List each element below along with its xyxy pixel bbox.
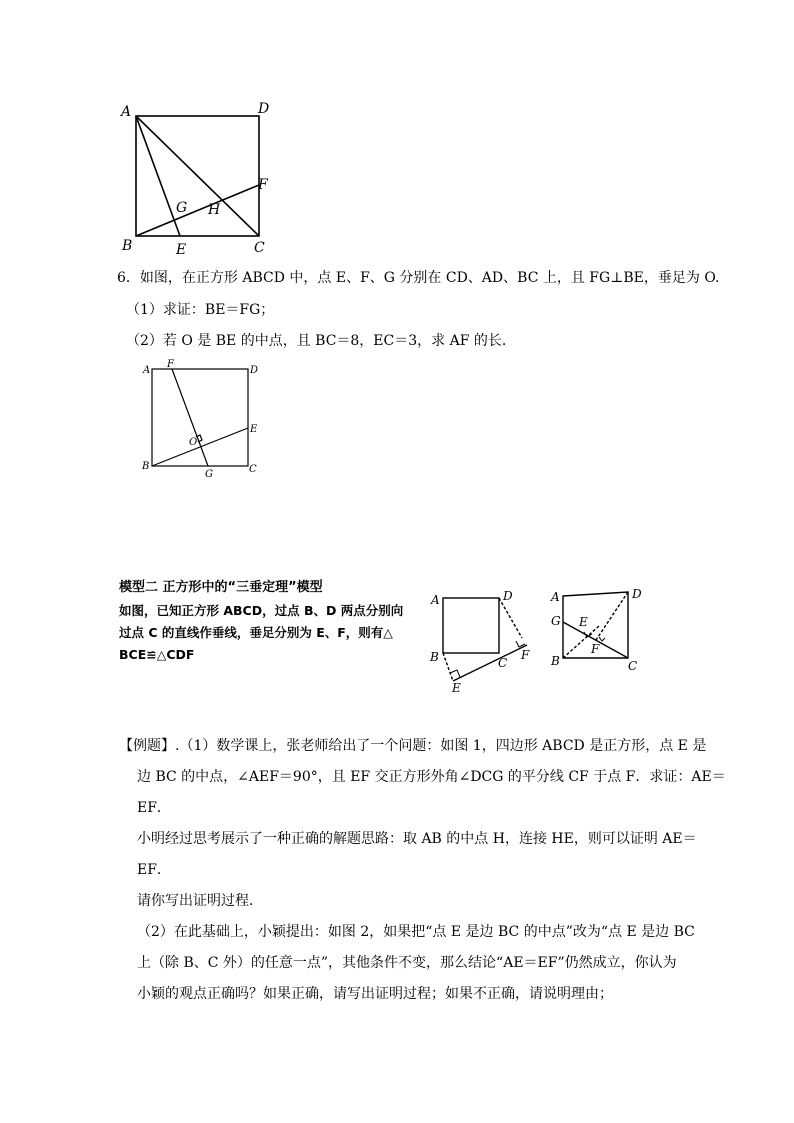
example-line2: 边 BC 的中点，∠AEF＝90°，且 EF 交正方形外角∠DCG 的平分线 CF 于点 F．求证：AE＝ xyxy=(137,769,726,785)
label-F: F xyxy=(591,642,600,656)
label-B: B xyxy=(142,461,150,472)
label-D: D xyxy=(258,101,270,117)
problem6-question2: （2）若 O 是 BE 的中点，且 BC＝8，EC＝3，求 AF 的长. xyxy=(126,333,507,349)
label-F: F xyxy=(258,177,268,193)
model2-title: 模型二 正方形中的“三垂定理”模型 xyxy=(119,580,323,595)
problem6-question1: （1）求证：BE＝FG； xyxy=(126,302,275,318)
example-line8: 上（除 B、C 外）的任意一点”，其他条件不变，那么结论“AE＝EF”仍然成立，你认为 xyxy=(137,955,677,971)
label-G: G xyxy=(176,200,188,216)
example-line9: 小颖的观点正确吗？如果正确，请写出证明过程；如果不正确，请说明理由； xyxy=(137,986,613,1002)
example-line3: EF． xyxy=(137,800,171,816)
label-F: F xyxy=(521,648,530,662)
label-B: B xyxy=(430,650,439,664)
label-A: A xyxy=(551,590,560,604)
label-A: A xyxy=(431,593,440,607)
label-E: E xyxy=(452,681,461,695)
label-E: E xyxy=(176,242,187,258)
example-line7: （2）在此基础上，小颖提出：如图 2，如果把“点 E 是边 BC 的中点”改为“点 E 是边 BC xyxy=(137,924,695,940)
label-C: C xyxy=(249,464,257,475)
label-A: A xyxy=(121,104,132,120)
label-H: H xyxy=(208,202,221,218)
model2-line1: 如图，已知正方形 ABCD，过点 B、D 两点分别向 xyxy=(119,603,404,618)
model2-line2: 过点 C 的直线作垂线，垂足分别为 E、F，则有△ xyxy=(119,625,393,640)
label-D: D xyxy=(503,589,513,603)
example-line4: 小明经过思考展示了一种正确的解题思路：取 AB 的中点 H，连接 HE，则可以证明 AE＝ xyxy=(137,831,697,847)
model2-line3: BCE≌△CDF xyxy=(119,647,195,662)
problem6-stem: 6．如图，在正方形 ABCD 中，点 E、F、G 分别在 CD、AD、BC 上，且 FG⊥BE，垂足为 O. xyxy=(117,270,720,286)
label-E: E xyxy=(579,615,588,629)
label-C: C xyxy=(254,240,265,256)
label-G: G xyxy=(551,614,561,628)
example-line5: EF． xyxy=(137,862,171,878)
example-line1: 【例题】.（1）数学课上，张老师给出了一个问题：如图 1，四边形 ABCD 是正方形，点 E 是 xyxy=(119,738,707,754)
label-D: D xyxy=(250,365,259,376)
label-F: F xyxy=(167,359,174,370)
label-D: D xyxy=(632,587,642,601)
label-B: B xyxy=(551,654,560,668)
label-O: O xyxy=(189,437,198,448)
example-line6: 请你写出证明过程． xyxy=(137,893,263,909)
label-E: E xyxy=(250,424,258,435)
label-A: A xyxy=(143,365,151,376)
label-C: C xyxy=(498,656,508,670)
label-G: G xyxy=(205,469,213,480)
label-B: B xyxy=(122,238,133,254)
label-C: C xyxy=(628,659,638,673)
